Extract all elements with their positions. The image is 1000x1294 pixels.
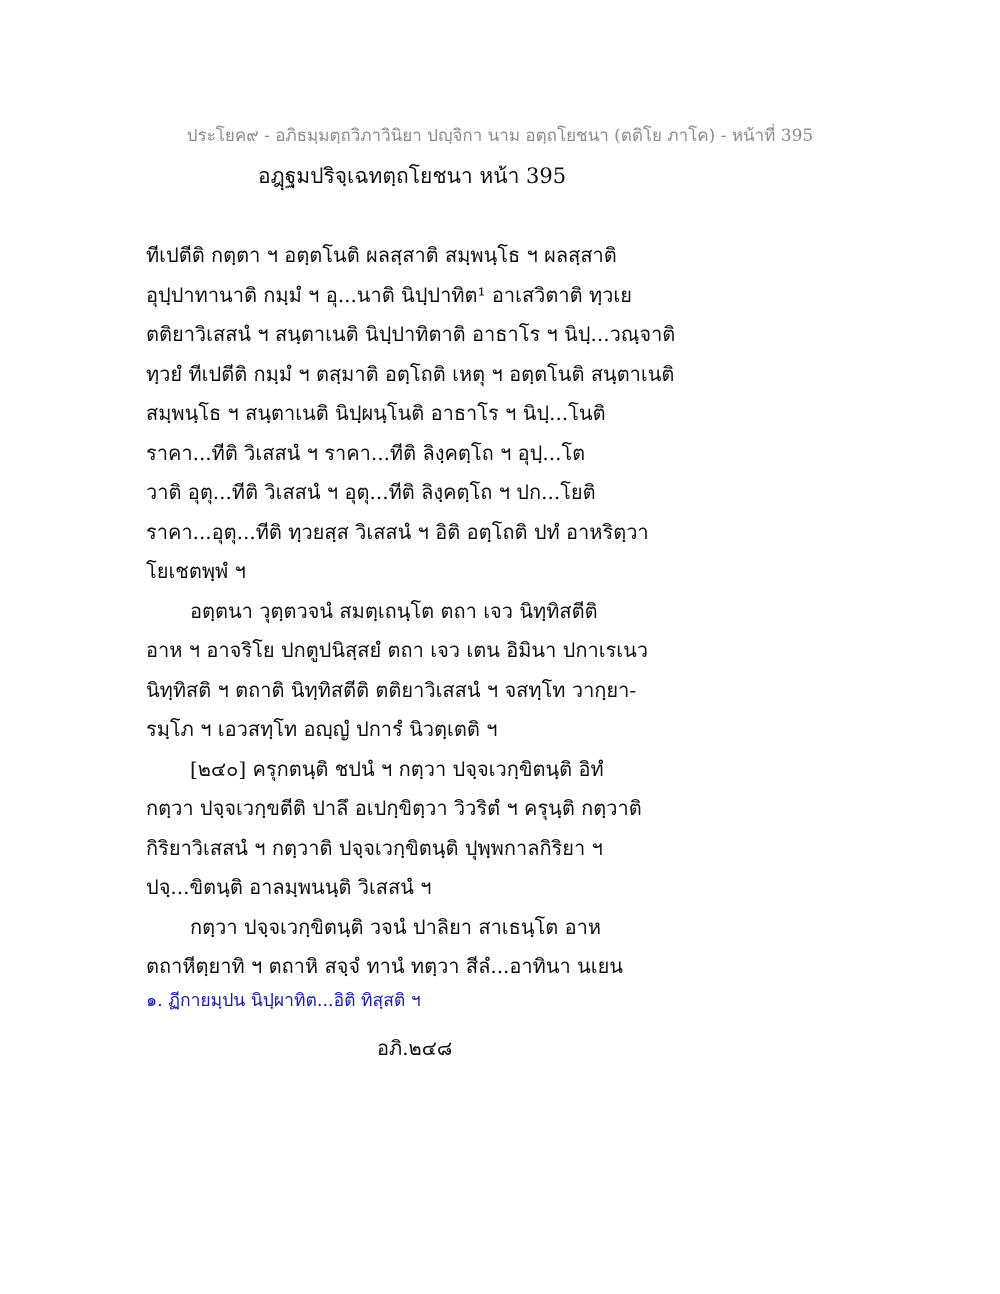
footnote: ๑. ฏีกายมฺปน นิปฺผาทิต...อิติ ทิสฺสติ ฯ [146, 991, 421, 1011]
text-line: กิริยาวิเสสนํ ฯ กตฺวาติ ปจฺจเวกฺขิตนฺติ ปุพฺพกาลกิริยา ฯ [146, 835, 603, 860]
text-line: กตฺวา ปจฺจเวกฺขตีติ ปาลึ อเปกฺขิตฺวา วิวริตํ ฯ ครุนฺติ กตฺวาติ [146, 796, 642, 820]
page-reference: อภิ.๒๔๘ [377, 1036, 453, 1060]
text-line: ราคา...ทีติ วิเสสนํ ฯ ราคา...ทีติ ลิงฺคตฺโถ ฯ อุปฺ...โต [146, 440, 586, 465]
text-line: อาห ฯ อาจริโย ปกตูปนิสฺสยํ ตถา เจว เตน อิมินา ปกาเรเนว [146, 638, 649, 662]
text-line: [๒๔๐] ครุกตนฺติ ชปนํ ฯ กตฺวา ปจฺจเวกฺขิตนฺติ อิทํ [190, 756, 604, 781]
running-header: ประโยค๙ - อภิธมฺมตฺถวิภาวินิยา ปญฺจิกา นาม อตฺถโยชนา (ตติโย ภาโค) - หน้าที่ 395 [186, 126, 814, 146]
text-line: นิทฺทิสติ ฯ ตถาติ นิทฺทิสตีติ ตติยาวิเสสนํ ฯ จสทฺโท วากฺยา- [146, 677, 637, 702]
text-line: สมฺพนฺโธ ฯ สนฺตาเนติ นิปฺผนฺโนติ อาธาโร ฯ นิปฺ...โนติ [146, 401, 606, 425]
text-line: โยเชตพฺพํ ฯ [146, 559, 246, 583]
text-line: อตฺตนา วุตฺตวจนํ สมตฺเถนฺโต ตถา เจว นิทฺทิสตีติ [190, 598, 598, 623]
text-line: วาติ อุตุ...ทีติ วิเสสนํ ฯ อุตุ...ทีติ ลิงฺคตฺโถ ฯ ปก...โยติ [146, 480, 596, 504]
text-line: กตฺวา ปจฺจเวกฺขิตนฺติ วจนํ ปาลิยา สาเธนฺโต อาห [190, 914, 602, 939]
text-line: รมฺโภ ฯ เอวสทฺโท อญฺญํ ปการํ นิวตฺเตติ ฯ [146, 717, 498, 741]
section-title: อฎฺฐมปริจฺเฉทตฺถโยชนา หน้า 395 [258, 164, 567, 188]
text-line: ตถาหีตฺยาทิ ฯ ตถาหิ สจฺจํ ทานํ ทตฺวา สีลํ...อาทินา นเยน [146, 954, 624, 978]
body-text [146, 236, 706, 987]
text-line: ทฺวยํ ทีเปตีติ กมฺมํ ฯ ตสฺมาติ อตฺโถติ เหตุ ฯ อตฺตโนติ สนฺตาเนติ [146, 361, 675, 386]
text-line: ตติยาวิเสสนํ ฯ สนฺตาเนติ นิปฺปาทิตาติ อาธาโร ฯ นิปฺ...วณฺจาติ [146, 322, 676, 346]
text-line: ปจฺ...ขิตนฺติ อาลมฺพนนฺติ วิเสสนํ ฯ [146, 875, 432, 899]
text-line: อุปฺปาทานาติ กมฺมํ ฯ อุ...นาติ นิปฺปาทิต¹ อาเสวิตาติ ทฺวเย [146, 282, 632, 307]
text-line: ทีเปตีติ กตฺตา ฯ อตฺตโนติ ผลสฺสาติ สมฺพนฺโธ ฯ ผลสฺสาติ [146, 243, 617, 267]
text-line: ราคา...อุตุ...ทีติ ทฺวยสฺส วิเสสนํ ฯ อิติ อตฺโถติ ปทํ อาหริตฺวา [146, 519, 649, 544]
